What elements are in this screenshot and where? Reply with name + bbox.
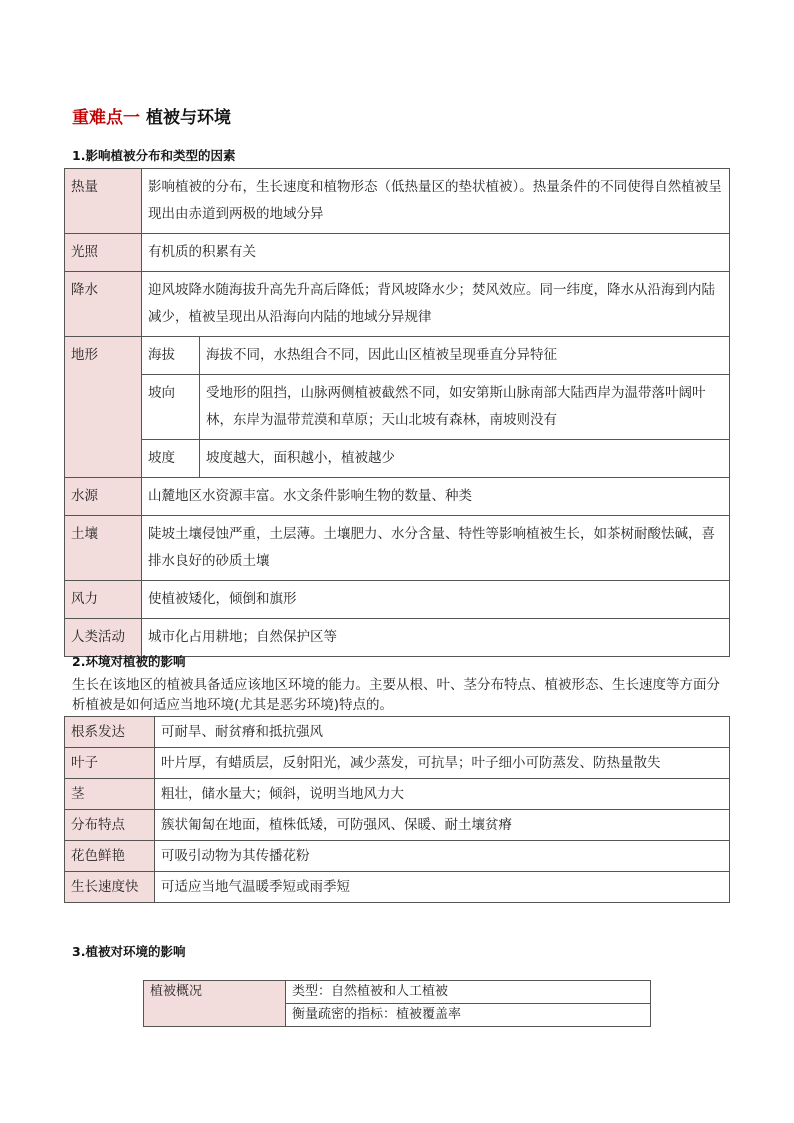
row-label: 花色鲜艳: [65, 841, 155, 872]
sub-label: 坡向: [142, 375, 200, 440]
table-row: [65, 619, 730, 657]
row-label: 根系发达: [65, 717, 155, 748]
sub-text: 受地形的阻挡，山脉两侧植被截然不同，如安第斯山脉南部大陆西岸为温带落叶阔叶林，东岸为温带荒漠和草原；天山北坡有森林，南坡则没有: [200, 375, 730, 440]
row-label: 分布特点: [65, 810, 155, 841]
row-label: 光照: [65, 234, 142, 272]
row-label: 植被概况: [144, 981, 286, 1027]
row-text: 粗壮，储水量大；倾斜，说明当地风力大: [155, 779, 730, 810]
title-main: 植被与环境: [146, 108, 231, 128]
table-row: [65, 478, 730, 516]
row-text: 类型：自然植被和人工植被: [286, 981, 651, 1004]
row-text: 衡量疏密的指标：植被覆盖率: [286, 1004, 651, 1027]
row-label: 生长速度快: [65, 872, 155, 903]
sub-text: 海拔不同，水热组合不同，因此山区植被呈现垂直分异特征: [200, 337, 730, 375]
title-prefix: 重难点一: [72, 108, 140, 128]
table-row: [65, 810, 730, 841]
table-row: [65, 779, 730, 810]
row-label: 人类活动: [65, 619, 142, 657]
vegetation-overview-table: [143, 980, 651, 1027]
adaptation-table: [64, 716, 730, 903]
row-label: 风力: [65, 581, 142, 619]
row-text: 陡坡土壤侵蚀严重，土层薄。土壤肥力、水分含量、特性等影响植被生长，如茶树耐酸怯碱，喜排水良好的砂质土壤: [142, 516, 730, 581]
table-row: [65, 234, 730, 272]
factors-table: [64, 168, 730, 657]
row-label: 热量: [65, 169, 142, 234]
row-text: 可适应当地气温暖季短或雨季短: [155, 872, 730, 903]
table-row: [65, 717, 730, 748]
table-row: [65, 872, 730, 903]
section2-intro: 生长在该地区的植被具备适应该地区环境的能力。主要从根、叶、茎分布特点、植被形态、生长速度等方面分析植被是如何适应当地环境(尤其是恶劣环境)特点的。: [72, 677, 720, 713]
row-text: 影响植被的分布，生长速度和植物形态（低热量区的垫状植被）。热量条件的不同使得自然植被呈现出由赤道到两极的地域分异: [142, 169, 730, 234]
section1-heading: 1.影响植被分布和类型的因素: [72, 148, 236, 163]
row-label: 降水: [65, 272, 142, 337]
row-label: 水源: [65, 478, 142, 516]
row-text: 叶片厚，有蜡质层，反射阳光，减少蒸发，可抗旱；叶子细小可防蒸发、防热量散失: [155, 748, 730, 779]
sub-label: 坡度: [142, 440, 200, 478]
row-text: 迎风坡降水随海拔升高先升高后降低；背风坡降水少；焚风效应。同一纬度，降水从沿海到内陆减少，植被呈现出从沿海向内陆的地域分异规律: [142, 272, 730, 337]
section3-heading: 3.植被对环境的影响: [72, 944, 186, 959]
table-row: [65, 375, 730, 440]
row-text: 城市化占用耕地；自然保护区等: [142, 619, 730, 657]
table-row: [65, 581, 730, 619]
row-text: 使植被矮化，倾倒和旗形: [142, 581, 730, 619]
row-text: 簇状匍匐在地面，植株低矮，可防强风、保暖、耐土壤贫瘠: [155, 810, 730, 841]
row-label: 地形: [65, 337, 142, 478]
section2-heading: 2.环境对植被的影响: [72, 654, 186, 669]
sub-text: 坡度越大，面积越小，植被越少: [200, 440, 730, 478]
table-row: [65, 841, 730, 872]
sub-label: 海拔: [142, 337, 200, 375]
row-label: 叶子: [65, 748, 155, 779]
row-text: 可吸引动物为其传播花粉: [155, 841, 730, 872]
page-title: [72, 103, 231, 128]
table-row: [65, 748, 730, 779]
table-row: [65, 337, 730, 375]
table-row: [65, 169, 730, 234]
table-row: [144, 981, 651, 1004]
row-text: 有机质的积累有关: [142, 234, 730, 272]
table-row: [65, 516, 730, 581]
table-row: [65, 272, 730, 337]
table-row: [65, 440, 730, 478]
row-text: 山麓地区水资源丰富。水文条件影响生物的数量、种类: [142, 478, 730, 516]
row-text: 可耐旱、耐贫瘠和抵抗强风: [155, 717, 730, 748]
row-label: 茎: [65, 779, 155, 810]
row-label: 土壤: [65, 516, 142, 581]
